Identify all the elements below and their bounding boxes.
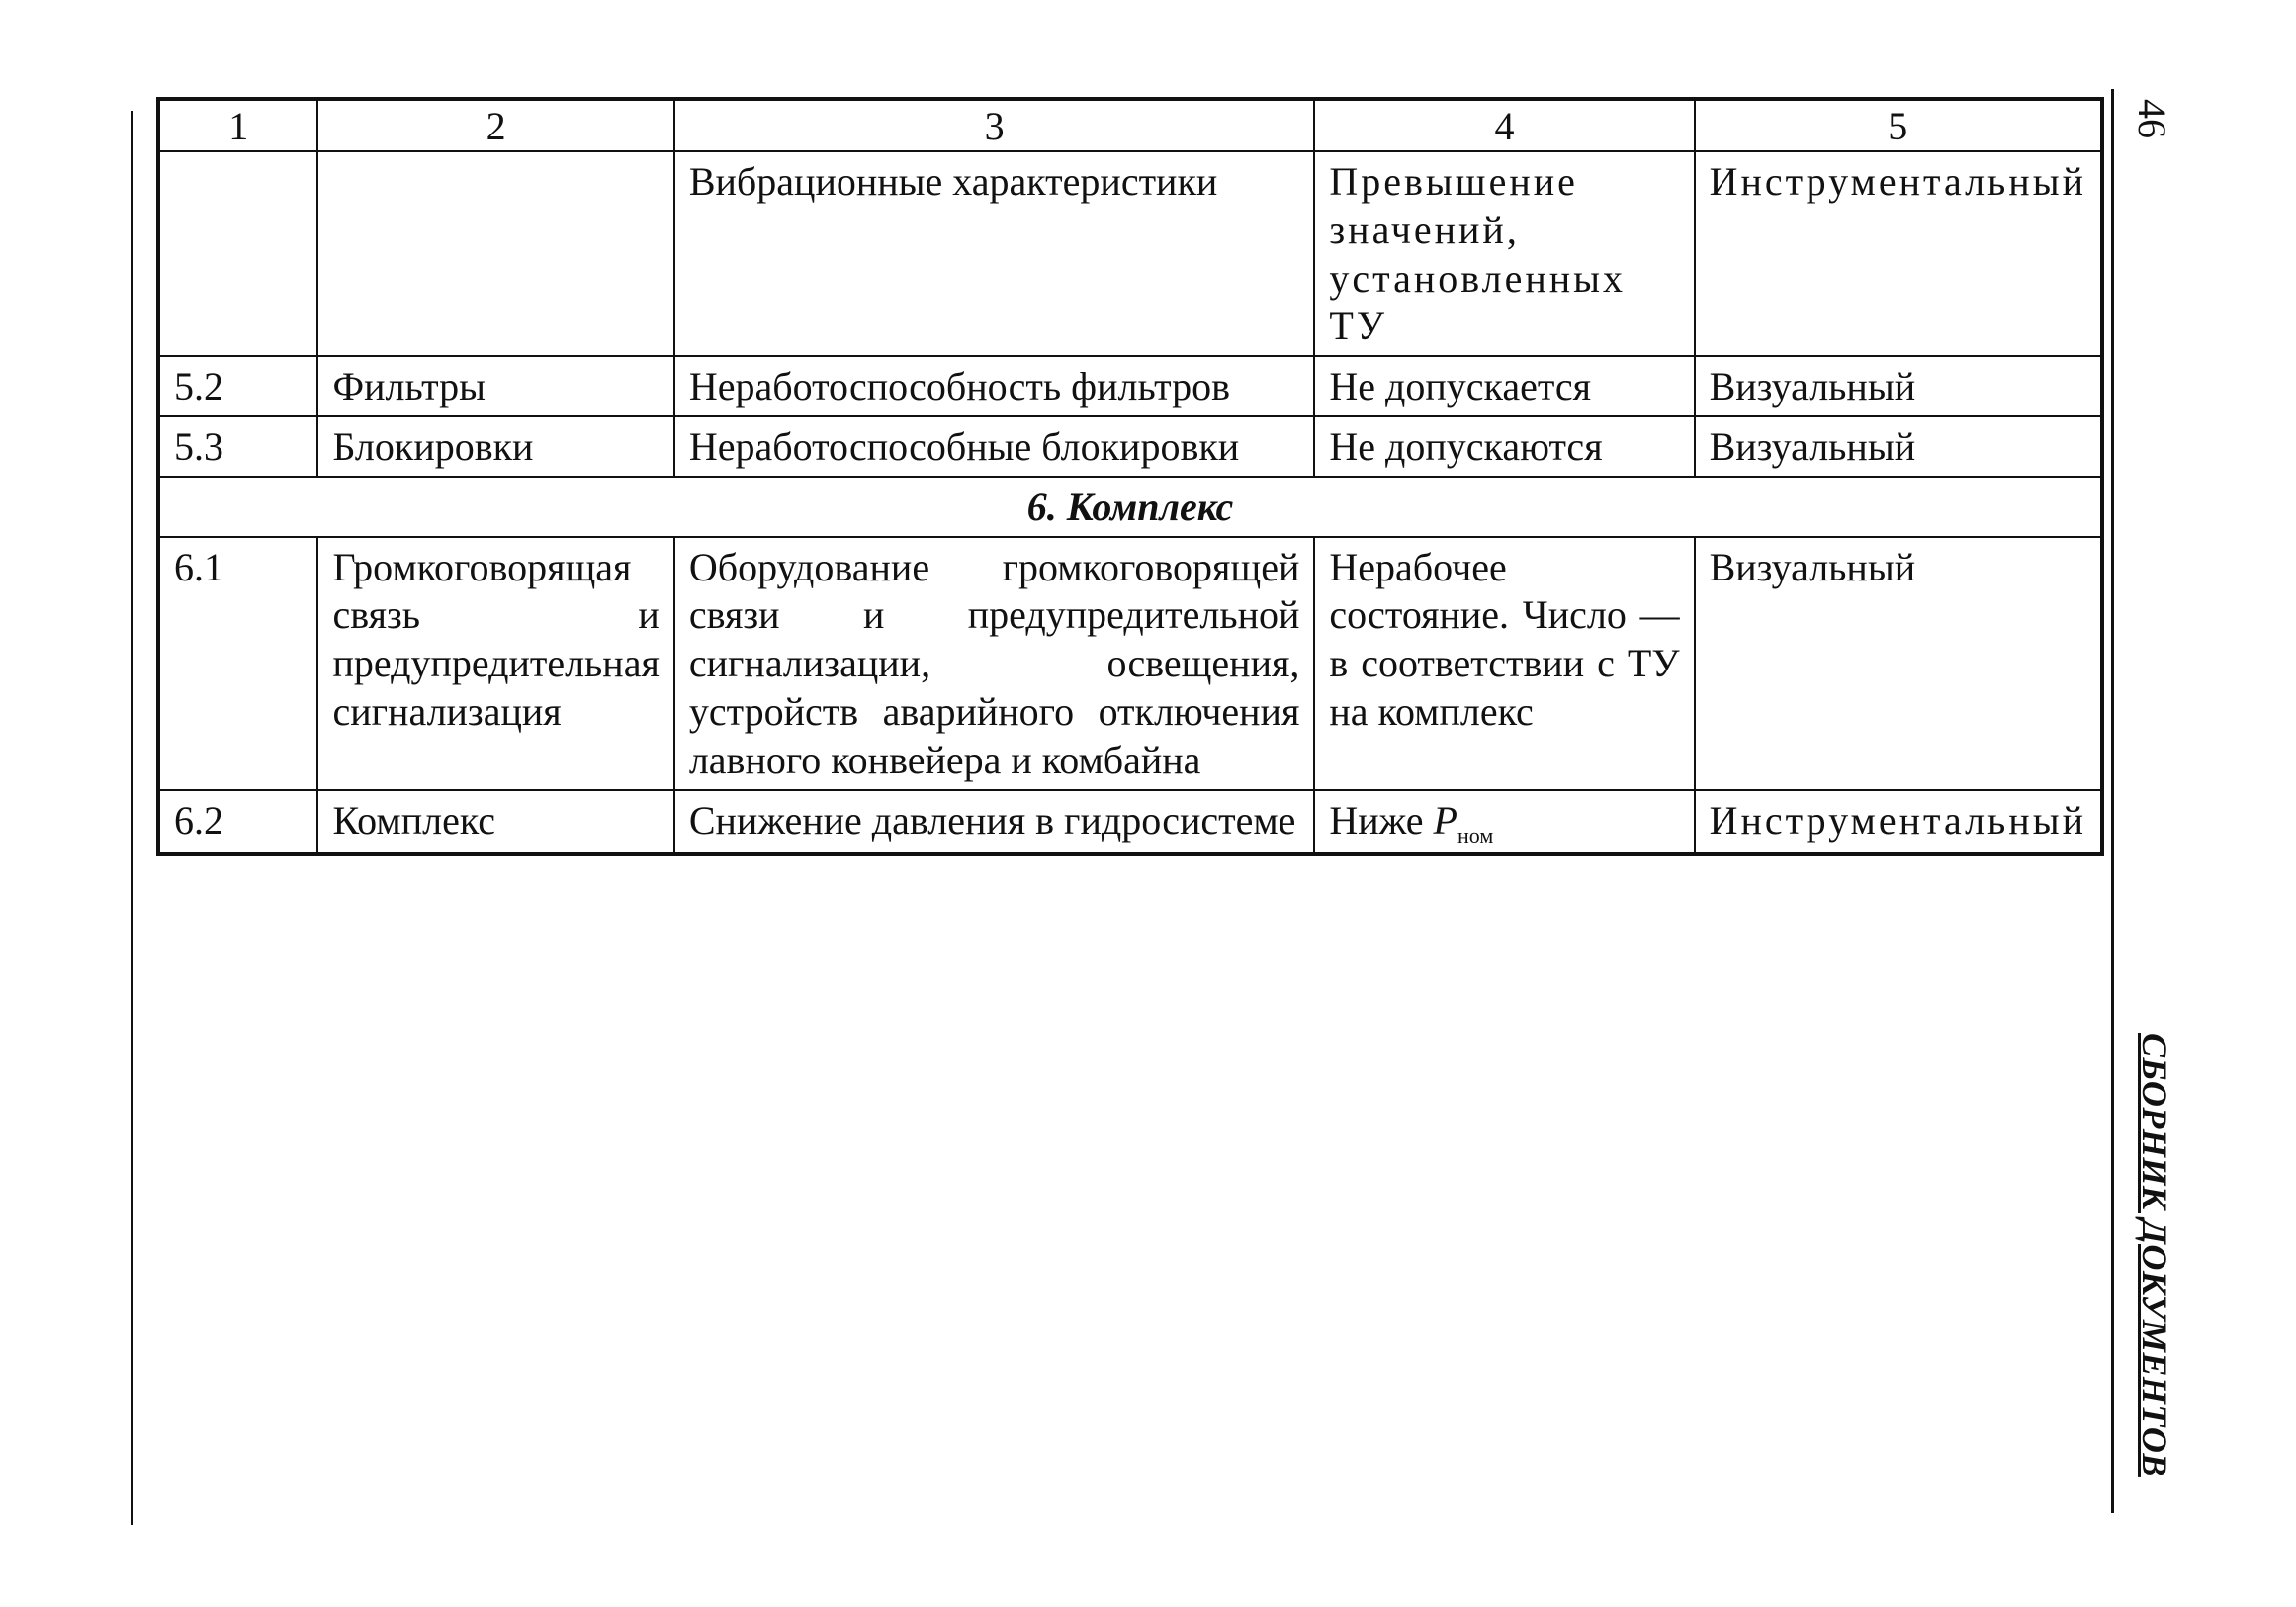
row-object-cell: Блокировки (317, 416, 673, 477)
row-num-cell: 5.2 (158, 356, 317, 416)
table-row (158, 790, 2102, 855)
row-criterion-cell: Превышение значений, установленных ТУ (1314, 151, 1694, 356)
row-parameter-cell: Снижение давления в гидросистеме (674, 790, 1315, 855)
table-row (158, 356, 2102, 416)
row-num-cell (158, 151, 317, 356)
section-title: 6. Комплекс (158, 477, 2102, 537)
row-method-cell: Визуальный (1695, 416, 2102, 477)
table-row (158, 151, 2102, 356)
left-margin-rule (131, 111, 133, 1525)
right-margin-rule (2111, 89, 2114, 1513)
row-parameter-cell: Неработоспособные блокировки (674, 416, 1315, 477)
row-object-cell: Комплекс (317, 790, 673, 855)
column-number-1: 1 (158, 99, 317, 151)
row-num-cell: 5.3 (158, 416, 317, 477)
row-object-cell: Фильтры (317, 356, 673, 416)
row-object-cell (317, 151, 673, 356)
row-parameter-cell: Неработоспособность фильтров (674, 356, 1315, 416)
row-criterion-cell: Не допускаются (1314, 416, 1694, 477)
table-row (158, 416, 2102, 477)
column-number-4: 4 (1314, 99, 1694, 151)
page-number: 46 (2130, 99, 2174, 138)
row-method-cell: Инструментальный (1695, 790, 2102, 855)
row-method-cell: Визуальный (1695, 537, 2102, 790)
pressure-symbol: P (1433, 797, 1457, 843)
row-criterion-cell: Не допускается (1314, 356, 1694, 416)
row-method-cell: Инструментальный (1695, 151, 2102, 356)
column-number-row (158, 99, 2102, 151)
row-criterion-cell: Нерабочее состояние. Число — в соответствии с ТУ на комплекс (1314, 537, 1694, 790)
criterion-prefix: Ниже (1329, 797, 1424, 843)
section-header-row (158, 477, 2102, 537)
inspection-table (156, 97, 2104, 856)
running-title: СБОРНИК ДОКУМЕНТОВ (2135, 1033, 2174, 1477)
column-number-2: 2 (317, 99, 673, 151)
row-criterion-cell (1314, 790, 1694, 855)
pressure-subscript: ном (1457, 822, 1494, 848)
row-object-cell: Громкоговорящая связь и предупредительная сигнализация (317, 537, 673, 790)
row-parameter-cell: Вибрационные характеристики (674, 151, 1315, 356)
row-parameter-cell: Оборудование громкоговорящей связи и предупредительной сигнализации, освещения, устройств аварийного отключения лавного конвейера и комбайна (674, 537, 1315, 790)
column-number-3: 3 (674, 99, 1315, 151)
column-number-5: 5 (1695, 99, 2102, 151)
row-num-cell: 6.2 (158, 790, 317, 855)
row-method-cell: Визуальный (1695, 356, 2102, 416)
row-num-cell: 6.1 (158, 537, 317, 790)
table-row (158, 537, 2102, 790)
